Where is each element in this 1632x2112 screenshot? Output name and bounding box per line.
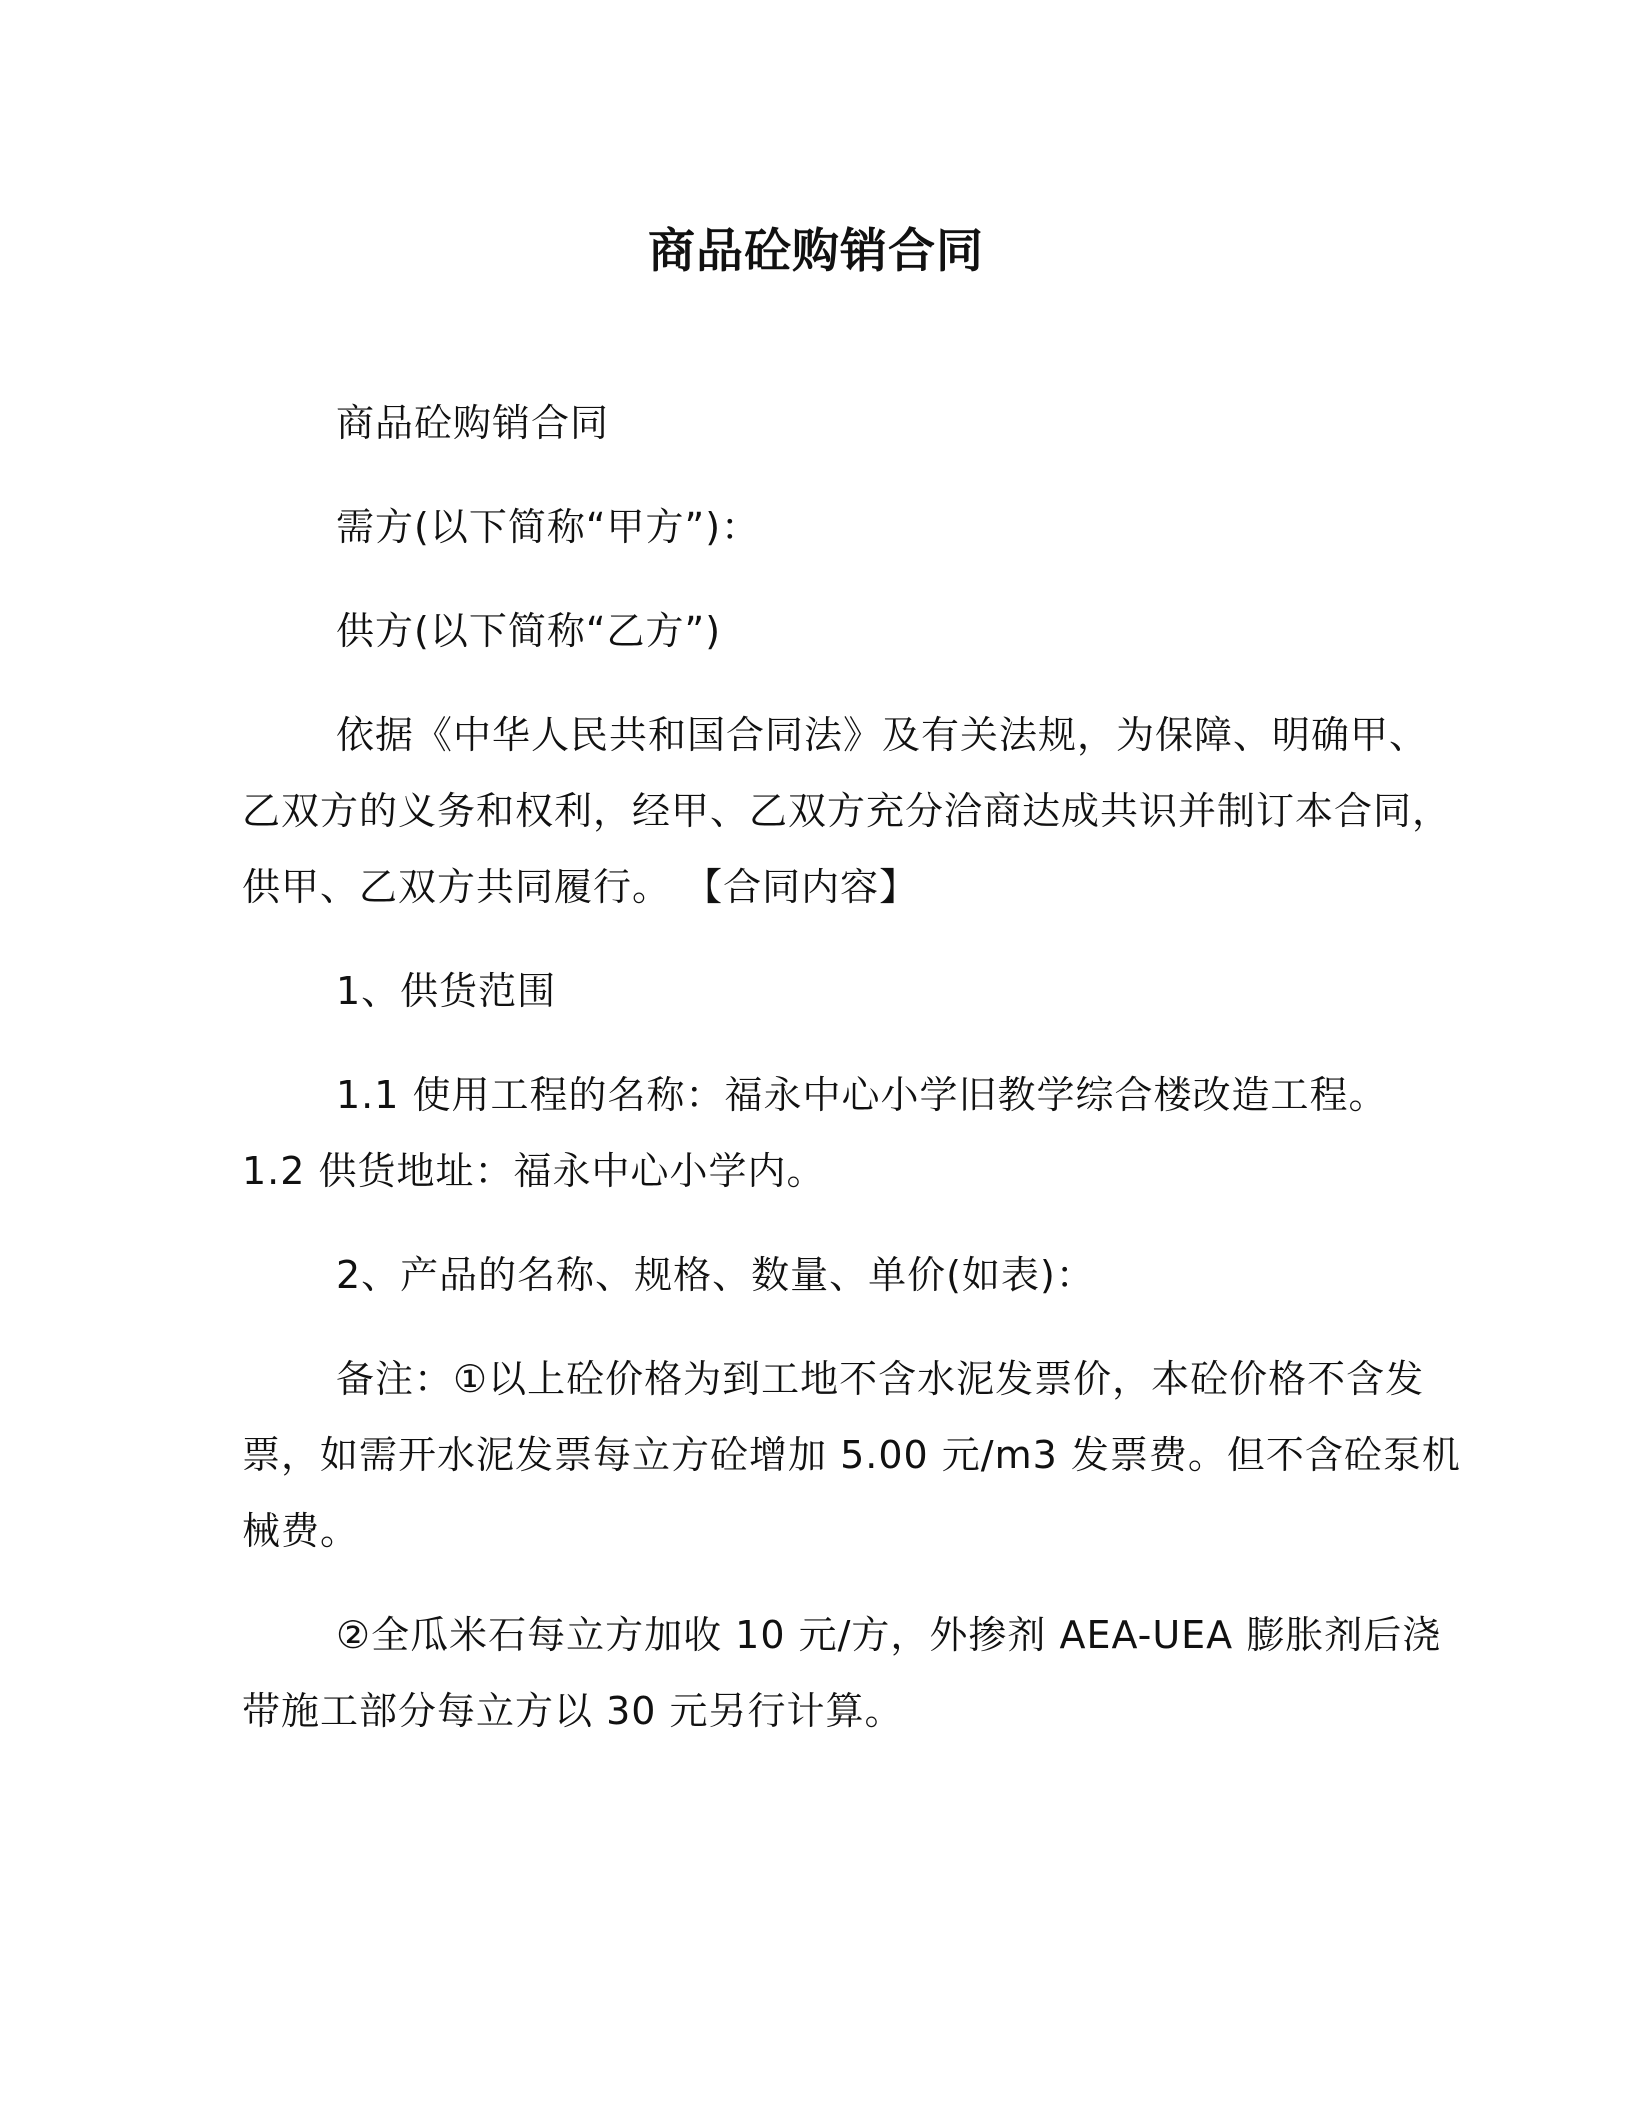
buyer-line: 需方(以下简称“甲方”)： [336, 505, 761, 549]
note-1-line-1: 备注：①以上砼价格为到工地不含水泥发票价，本砼价格不含发 [336, 1357, 1425, 1401]
clause-1-2: 1.2 供货地址：福永中心小学内。 [242, 1149, 826, 1193]
note-1-line-3: 械费。 [242, 1509, 360, 1553]
section-product-spec: 2、产品的名称、规格、数量、单价(如表)： [336, 1253, 1095, 1297]
note-1-line-2: 票，如需开水泥发票每立方砼增加 5.00 元/m3 发票费。但不含砼泵机 [242, 1433, 1461, 1477]
intro-paragraph-line-3: 供甲、乙双方共同履行。 【合同内容】 [242, 865, 919, 909]
note-2-line-2: 带施工部分每立方以 30 元另行计算。 [242, 1689, 904, 1733]
section-supply-scope: 1、供货范围 [336, 969, 557, 1013]
contract-heading: 商品砼购销合同 [336, 401, 610, 445]
intro-paragraph-line-1: 依据《中华人民共和国合同法》及有关法规，为保障、明确甲、 [336, 713, 1429, 757]
document-title: 商品砼购销合同 [648, 224, 984, 279]
clause-1-1: 1.1 使用工程的名称：福永中心小学旧教学综合楼改造工程。 [336, 1073, 1388, 1117]
intro-paragraph-line-2: 乙双方的义务和权利，经甲、乙双方充分洽商达成共识并制订本合同， [242, 789, 1452, 833]
note-2-line-1: ②全瓜米石每立方加收 10 元/方，外掺剂 AEA-UEA 膨胀剂后浇 [336, 1613, 1442, 1657]
supplier-line: 供方(以下简称“乙方”) [336, 609, 722, 653]
